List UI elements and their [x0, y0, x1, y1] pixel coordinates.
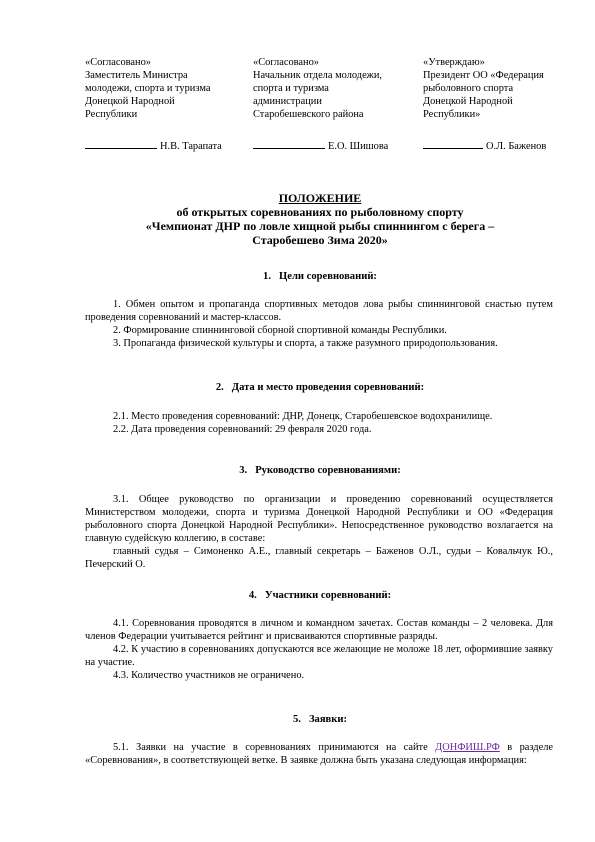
approval-line: Президент ОО «Федерация	[423, 70, 544, 81]
paragraph: 4.3. Количество участников не ограничено.	[113, 670, 305, 681]
approval-line: «Согласовано»	[85, 57, 151, 68]
title-line: ПОЛОЖЕНИЕ	[278, 191, 362, 205]
approval-line: Заместитель Министра	[85, 70, 188, 81]
section-number: 5.	[292, 714, 301, 725]
paragraph-text: 5.1. Заявки на участие в соревнованиях принимаются на сайте	[113, 742, 436, 753]
section-heading-participants	[85, 590, 555, 601]
section-title: Дата и место проведения соревнований:	[231, 382, 425, 393]
section-title: Цели соревнований:	[279, 271, 377, 282]
section-number: 1.	[263, 271, 271, 282]
signatory-name: О.Л. Баженов	[486, 141, 547, 152]
approval-line: Донецкой Народной	[423, 96, 513, 107]
section-title: Руководство соревнованиями:	[255, 465, 401, 476]
paragraph: 2.2. Дата проведения соревнований: 29 февраля 2020 года.	[113, 424, 372, 435]
approval-line: «Утверждаю»	[423, 57, 485, 68]
paragraph: 2. Формирование спиннинговой сборной спортивной команды Республики.	[113, 325, 447, 336]
signature-line-shishova	[253, 140, 388, 152]
paragraph: 1. Обмен опытом и пропаганда спортивных методов лова рыбы спиннинговой снастью путем проведения соревнований и мастер-классов.	[85, 299, 553, 323]
signature-line-tarapata	[85, 140, 222, 152]
section-title: Заявки:	[308, 714, 348, 725]
signatory-name: Н.В. Тарапата	[160, 141, 222, 152]
approval-line: спорта и туризма	[253, 83, 329, 94]
approval-line: рыболовного спорта	[423, 83, 514, 94]
approval-blocks	[85, 56, 565, 156]
section-heading-date-place	[85, 382, 555, 393]
section-heading-applications	[85, 714, 555, 725]
section-title: Участники соревнований:	[264, 590, 392, 601]
paragraph: главный судья – Симоненко А.Е., главный секретарь – Баженов О.Л., судьи – Ковальчук Ю., Печерский О.	[85, 546, 553, 570]
section-body-date-place	[85, 410, 553, 436]
paragraph	[85, 741, 553, 767]
paragraph: 2.1. Место проведения соревнований: ДНР, Донецк, Старобешевское водохранилище.	[113, 411, 493, 422]
donfish-site-link[interactable]: ДОНФИШ.РФ	[435, 742, 500, 753]
section-number: 2.	[215, 382, 224, 393]
paragraph: 3. Пропаганда физической культуры и спорта, а также разумного природопользования.	[113, 338, 498, 349]
approval-line: администрации	[253, 96, 322, 107]
approval-block-president	[423, 56, 573, 121]
approval-line: Старобешевского района	[253, 109, 364, 120]
section-number: 4.	[248, 590, 257, 601]
document-title	[85, 191, 555, 247]
section-body-participants	[85, 617, 553, 682]
approval-block-department-head	[253, 56, 417, 121]
approval-line: молодежи, спорта и туризма	[85, 83, 211, 94]
signature-blank	[423, 140, 483, 149]
section-body-management	[85, 493, 553, 571]
paragraph: 4.1. Соревнования проводятся в личном и командном зачетах. Состав команды – 2 человека. Для членов Федерации учитывается рейтинг и присваиваются спортивные разряды.	[85, 618, 553, 642]
title-line: «Чемпионат ДНР по ловле хищной рыбы спиннингом с берега –	[145, 219, 495, 233]
section-heading-management	[85, 465, 555, 476]
approval-line: Республики	[85, 109, 138, 120]
section-body-goals	[85, 298, 553, 350]
paragraph: 4.2. К участию в соревнованиях допускаются все желающие не моложе 18 лет, оформившие заявку на участие.	[85, 644, 553, 668]
signature-line-bazhenov	[423, 140, 546, 152]
section-heading-goals	[85, 271, 555, 282]
signatory-name: Е.О. Шишова	[328, 141, 389, 152]
approval-line: Донецкой Народной	[85, 96, 175, 107]
approval-block-deputy-minister	[85, 56, 245, 121]
paragraph: 3.1. Общее руководство по организации и проведению соревнований осуществляется Министерством молодежи, спорта и туризма Донецкой Народной Республики и ОО «Федерация рыболовного спорта Донецкой Народной Республики». Непосредственное руководство возлагается на главную судейскую коллегию, в составе:	[85, 494, 553, 544]
title-line: об открытых соревнованиях по рыболовному спорту	[176, 205, 464, 219]
approval-line: Республики»	[423, 109, 481, 120]
approval-line: «Согласовано»	[253, 57, 319, 68]
signature-blank	[85, 140, 157, 149]
signature-blank	[253, 140, 325, 149]
section-body-applications	[85, 741, 553, 767]
title-line: Старобешево Зима 2020»	[252, 233, 388, 247]
approval-line: Начальник отдела молодежи,	[253, 70, 383, 81]
section-number: 3.	[239, 465, 248, 476]
paragraph-text: в разделе «Соревнования», в соответствующей ветке. В заявке должна быть указана следующая информация:	[85, 742, 553, 766]
